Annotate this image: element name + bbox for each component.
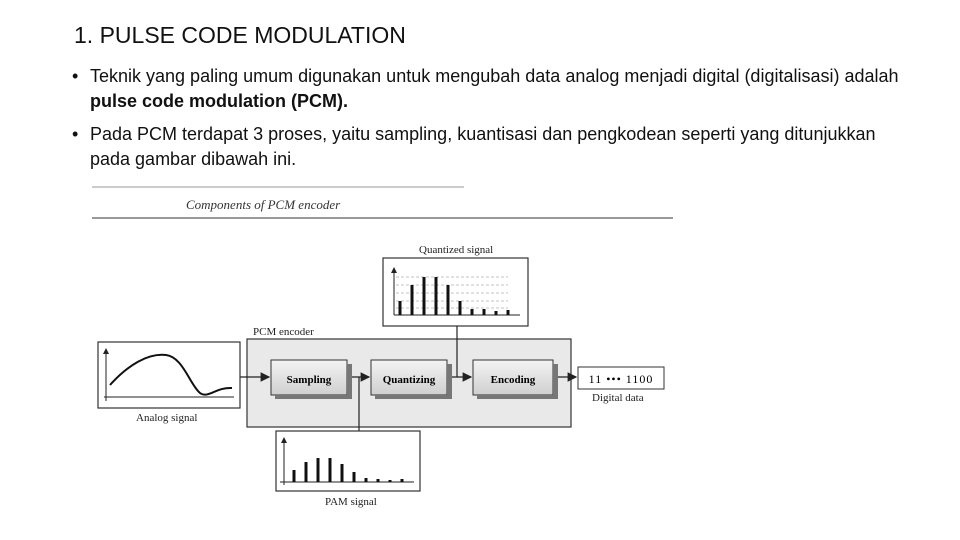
pcm-encoder-label: PCM encoder — [253, 326, 314, 338]
pcm-encoder-figure — [88, 185, 680, 515]
sampling-block — [271, 360, 352, 399]
digital-data-value: 11 ••• 1100 — [588, 372, 654, 386]
bullet-list — [72, 64, 902, 180]
encoding-label: Encoding — [490, 374, 536, 386]
bullet-dot: • — [72, 124, 79, 144]
bullet-dot: • — [72, 66, 79, 86]
bullet-bold-text: pulse code modulation (PCM). — [90, 91, 349, 111]
pcm-diagram — [88, 185, 680, 515]
bullet-item — [72, 122, 902, 172]
digital-data-label: Digital data — [592, 392, 644, 404]
analog-signal-label: Analog signal — [136, 412, 198, 424]
pam-signal-label: PAM signal — [325, 496, 377, 508]
bullet-text: Pada PCM terdapat 3 proses, yaitu sampling, kuantisasi dan pengkodean seperti yang ditunjukkan pada gambar dibawah ini. — [90, 124, 876, 169]
figure-caption: Components of PCM encoder — [186, 197, 341, 212]
quantizing-label: Quantizing — [382, 374, 436, 386]
bullet-item — [72, 64, 902, 114]
bullet-text: Teknik yang paling umum digunakan untuk mengubah data analog menjadi digital (digitalisasi) adalah — [90, 66, 899, 86]
quantizing-block — [371, 360, 452, 399]
sampling-label: Sampling — [286, 374, 332, 386]
slide-title: 1. PULSE CODE MODULATION — [74, 22, 406, 48]
encoding-block — [473, 360, 558, 399]
quantized-signal-label: Quantized signal — [419, 244, 494, 256]
quantized-signal-box — [383, 258, 528, 326]
